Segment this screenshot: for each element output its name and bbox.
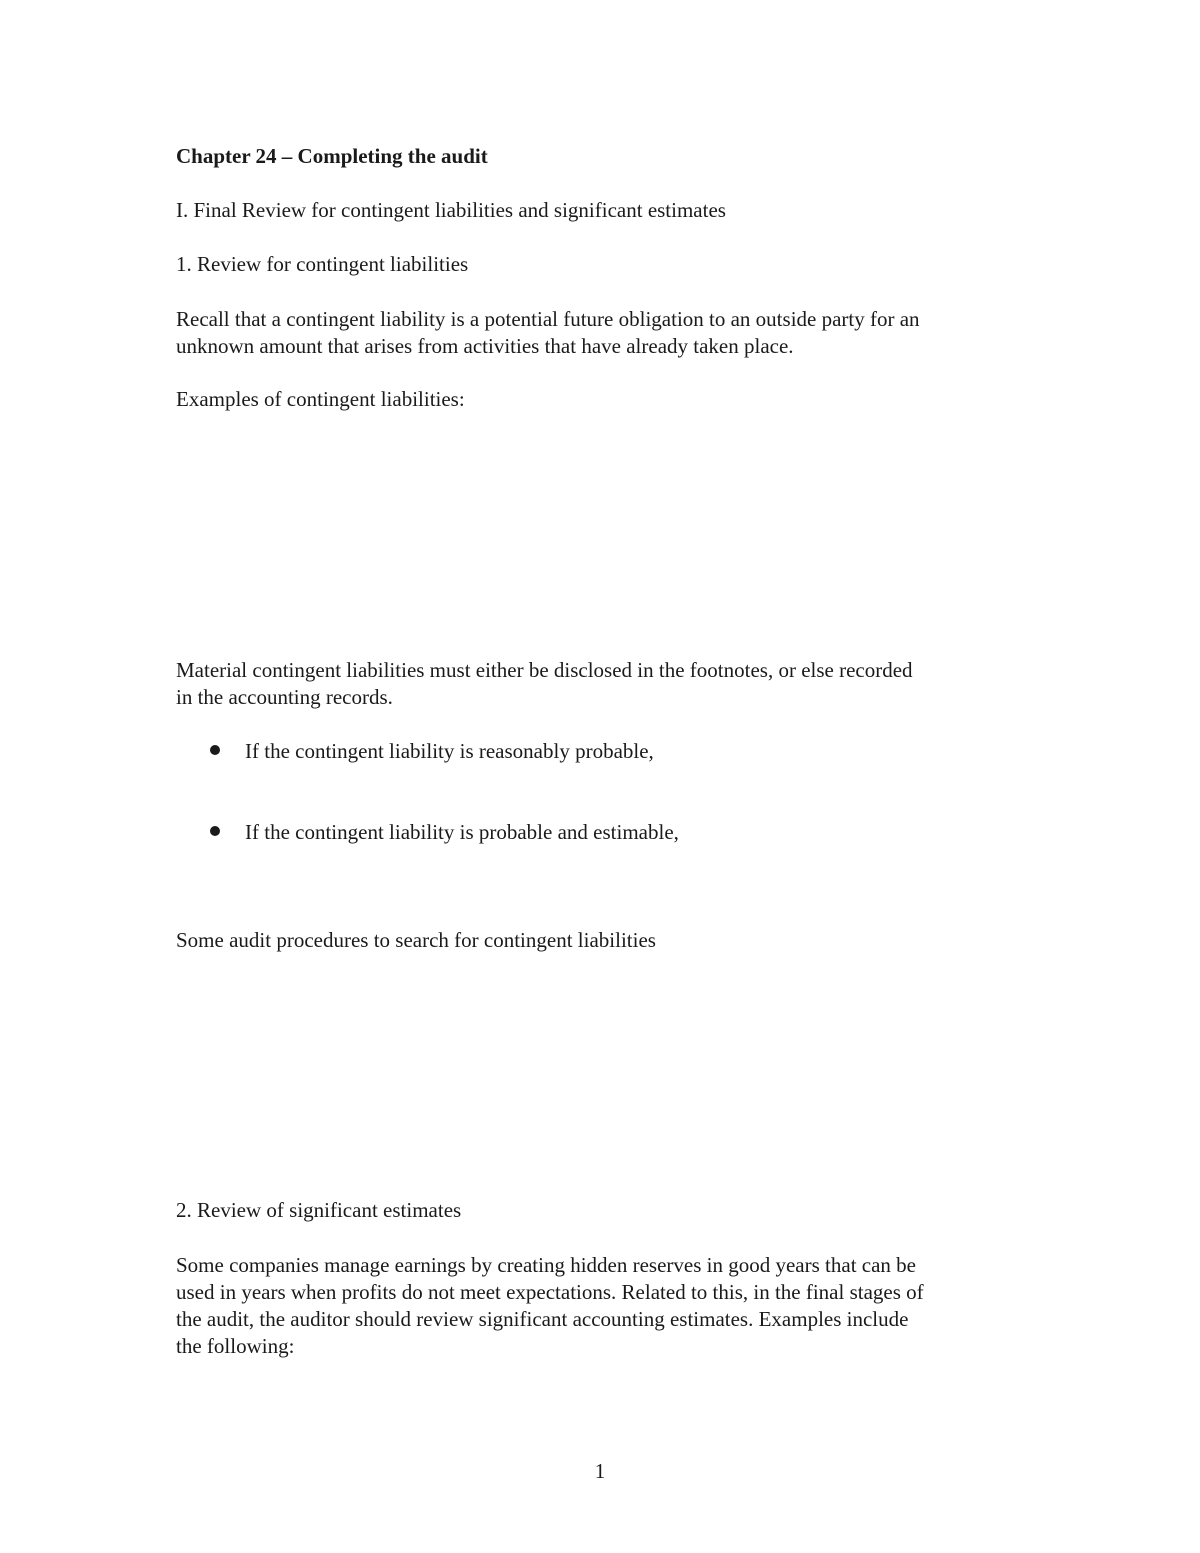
subsection-heading-significant-estimates: 2. Review of significant estimates xyxy=(176,1198,462,1222)
subsection-heading-contingent-liabilities: 1. Review for contingent liabilities xyxy=(176,252,469,276)
estimates-line-2: used in years when profits do not meet expectations. Related to this, in the final stages of xyxy=(176,1280,924,1304)
bullet-icon xyxy=(210,745,220,755)
estimates-line-1: Some companies manage earnings by creating hidden reserves in good years that can be xyxy=(176,1253,916,1277)
definition-line-1: Recall that a contingent liability is a potential future obligation to an outside party for an xyxy=(176,307,920,331)
bullet-text: If the contingent liability is reasonably probable, xyxy=(245,739,654,763)
estimates-line-4: the following: xyxy=(176,1334,295,1358)
material-line-2: in the accounting records. xyxy=(176,685,393,709)
procedures-label: Some audit procedures to search for contingent liabilities xyxy=(176,928,656,952)
estimates-line-3: the audit, the auditor should review significant accounting estimates. Examples include xyxy=(176,1307,909,1331)
bullet-item xyxy=(210,738,654,765)
bullet-text: If the contingent liability is probable and estimable, xyxy=(245,820,679,844)
examples-label: Examples of contingent liabilities: xyxy=(176,387,465,411)
chapter-title: Chapter 24 – Completing the audit xyxy=(176,144,488,168)
material-line-1: Material contingent liabilities must either be disclosed in the footnotes, or else recorded xyxy=(176,658,913,682)
bullet-icon xyxy=(210,826,220,836)
section-heading-final-review: I. Final Review for contingent liabilities and significant estimates xyxy=(176,198,726,222)
definition-line-2: unknown amount that arises from activities that have already taken place. xyxy=(176,334,794,358)
bullet-item xyxy=(210,819,679,846)
page-number: 1 xyxy=(594,1459,606,1483)
